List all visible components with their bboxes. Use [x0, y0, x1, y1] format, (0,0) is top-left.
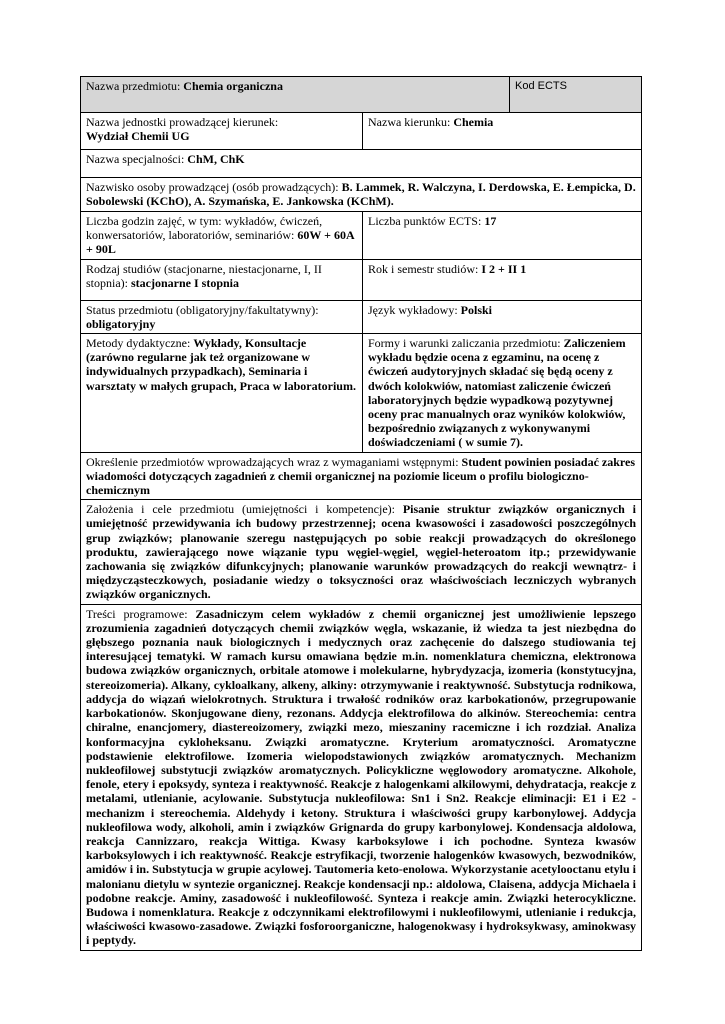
assessment-value: Zaliczeniem wykładu będzie ocena z egzaminu, na ocenę z ćwiczeń audytoryjnych składać się będą oceny z dwóch kolokwiów, natomiast zaliczenie ćwiczeń laboratoryjnych będzie wypadkową pozytywnej oceny prac manualnych oraz wyników kolokwiów, bezpośrednio związanych z wykonywanymi doświadczeniami ( w sumie 7).	[368, 336, 626, 450]
lecturers-label: Nazwisko osoby prowadzącej (osób prowadzących):	[86, 180, 342, 194]
field-label: Nazwa kierunku:	[368, 115, 454, 129]
subject-name-cell	[81, 77, 510, 113]
lecturers-value: B. Lammek, R. Walczyna, I. Derdowska, E. Łempicka, D. Sobolewski (KChO), A. Szymańska, E. Jankowska (KChM).	[86, 180, 636, 209]
specialization-value: ChM, ChK	[187, 152, 245, 166]
unit-value: Wydział Chemii UG	[86, 129, 190, 144]
methods-cell	[81, 334, 363, 453]
row-content	[81, 604, 642, 950]
language-label: Język wykładowy:	[368, 302, 461, 317]
ects-code-cell	[510, 77, 642, 113]
objectives-cell	[81, 500, 642, 604]
hours-cell	[81, 212, 363, 260]
prerequisites-value: Student powinien posiadać zakres wiadomości dotyczących zagadnień z chemii organicznej na poziomie liceum o profilu biologiczno-chemicznym	[86, 454, 636, 498]
unit-label: Nazwa jednostki prowadzącej kierunek:	[86, 115, 279, 129]
ects-points-label: Liczba punktów ECTS:	[368, 214, 485, 228]
prerequisites-label: Określenie przedmiotów wprowadzających wraz z wymaganiami wstępnymi:	[86, 454, 462, 469]
study-type-label: Rodzaj studiów (stacjonarne, niestacjonarne, I, II stopnia):	[86, 261, 322, 290]
field-cell	[363, 113, 642, 150]
hours-label: Liczba godzin zajęć, w tym: wykładów, ćwiczeń, konwersatoriów, laboratoriów, seminariów:	[86, 214, 323, 243]
row-study-type	[81, 259, 642, 300]
content-cell	[81, 604, 642, 950]
ects-code-label: Kod ECTS	[515, 80, 567, 92]
objectives-label: Założenia i cele przedmiotu (umiejętności i kompetencje):	[86, 502, 403, 517]
language-value: Polski	[460, 302, 492, 317]
row-hours-ects	[81, 212, 642, 260]
ects-points-cell	[363, 212, 642, 260]
course-syllabus-sheet	[80, 76, 641, 951]
year-semester-label: Rok i semestr studiów:	[368, 261, 482, 276]
row-prerequisites	[81, 452, 642, 500]
prerequisites-cell	[81, 452, 642, 500]
status-label: Status przedmiotu (obligatoryjny/fakultatywny):	[86, 302, 319, 317]
year-semester-cell	[363, 259, 642, 300]
assessment-cell	[363, 334, 642, 453]
row-unit-field	[81, 113, 642, 150]
study-type-value: stacjonarne I stopnia	[131, 275, 240, 290]
row-subject-name	[81, 77, 642, 113]
content-value: Zasadniczym celem wykładów z chemii organicznej jest umożliwienie lepszego zrozumienia zagadnień dotyczących chemii związków węgla, wskazanie, iż wiedza ta jest niezbędna do głębszego poznania nauk biologicznych i medycznych oraz zachęcenie do dalszego studiowania tej interesującej tematyki. W ramach kursu omawiana będzie m.in. nomenklatura chemiczna, elektronowa budowa związków organicznych, orbitale atomowe i molekularne, hybrydyzacja, izomeria (konstytucyjna, stereoizomeria). Alkany, cykloalkany, alkeny, alkiny: otrzymywanie i reaktywność. Substytucja rodnikowa, addycja do wiązań wielokrotnych. Struktura i trwałość rodników oraz karbokationów, przegrupowanie karbokationów. Skonjugowane dieny, rezonans. Addycja elektrofilowa do alkinów. Stereochemia: centra chiralne, enancjomery, diastereoizomery, związki mezo, mieszaniny racemiczne i ich rozdział. Analiza konformacyjna cykloheksanu. Związki aromatyczne. Kryterium aromatyczności. Aromatyczne podstawienie elektrofilowe. Izomeria wielopodstawionych związków aromatycznych. Mechanizm nukleofilowej substytucji związków aromatycznych. Policykliczne węglowodory aromatyczne. Alkohole, fenole, etery i epoksydy, synteza i reaktywność. Reakcje z halogenkami alkilowymi, dehydratacja, reakcje z metalami, utlenianie, acylowanie. Substytucja nukleofilowa: Sn1 i Sn2. Reakcje eliminacji: E1 i E2 - mechanizm i stereochemia. Aldehydy i ketony. Struktura i właściwości grupy karbonylowej. Addycja nukleofilowa wody, alkoholi, amin i związków Grignarda do grupy karbonylowej. Kondensacja aldolowa, reakcja Cannizzaro, reakcja Wittiga. Kwasy karboksylowe i ich pochodne. Synteza kwasów karboksylowych i ich reaktywność. Reakcje estryfikacji, tworzenie halogenków kwasowych, bezwodników, amidów i in. Substytucja w grupie acylowej. Tautomeria keto-enolowa. Wykorzystanie acetylooctanu etylu i malonianu dietylu w syntezie organicznej. Reakcje kondensacji np.: aldolowa, Claisena, addycja Michaela i podobne reakcje. Aminy, zasadowość i nukleofilowość. Synteza i reakcje amin. Związki heterocykliczne. Budowa i nomenklatura. Reakcje z odczynnikami elektrofilowymi i nukleofilowymi, utlenianie i redukcja, właściwości kwasowo-zasadowe. Związki fosforoorganiczne, halogenokwasy i hydroksykwasy, aminokwasy i peptydy.	[86, 606, 637, 948]
methods-value: Wykłady, Konsultacje (zarówno regularne jak też organizowane w indywidualnych przypadkach), Seminaria i warsztaty w małych grupach, Praca w laboratorium.	[86, 336, 356, 393]
content-label: Treści programowe:	[86, 606, 196, 621]
year-semester-value: I 2 + II 1	[481, 261, 527, 276]
objectives-value: Pisanie struktur związków organicznych i umiejętność przewidywania ich budowy przestrzennej; ocena kwasowości i zasadowości poszczególnych grup związków; planowanie szeregu następujących po sobie reakcji prowadzących do określonego produktu, zawierającego nowe wiązanie typu węgiel-węgiel, węgiel-heteroatom itp.; przewidywanie zachowania się związków difunkcyjnych; planowanie warunków prowadzących do reakcji wewnątrz- i międzycząsteczkowych, posiadanie wiedzy o toksyczności oraz właściwościach leczniczych wybranych związków organicznych.	[86, 502, 637, 602]
specialization-cell	[81, 150, 642, 178]
hours-value: 60W + 60A + 90L	[86, 228, 355, 257]
row-lecturers	[81, 178, 642, 212]
status-cell	[81, 300, 363, 333]
ects-points-value: 17	[484, 214, 497, 228]
subject-name-value: Chemia organiczna	[183, 79, 283, 93]
lecturers-cell	[81, 178, 642, 212]
row-objectives	[81, 500, 642, 604]
row-methods-assessment	[81, 334, 642, 453]
row-specialization	[81, 150, 642, 178]
unit-cell	[81, 113, 363, 150]
field-value: Chemia	[453, 115, 494, 129]
syllabus-table	[80, 76, 642, 951]
row-status-language	[81, 300, 642, 333]
assessment-label: Formy i warunki zaliczania przedmiotu:	[368, 336, 564, 351]
methods-label: Metody dydaktyczne:	[86, 336, 194, 351]
study-type-cell	[81, 259, 363, 300]
subject-name-label: Nazwa przedmiotu:	[86, 79, 184, 93]
specialization-label: Nazwa specjalności:	[86, 152, 188, 166]
language-cell	[363, 300, 642, 333]
status-value: obligatoryjny	[86, 316, 156, 331]
